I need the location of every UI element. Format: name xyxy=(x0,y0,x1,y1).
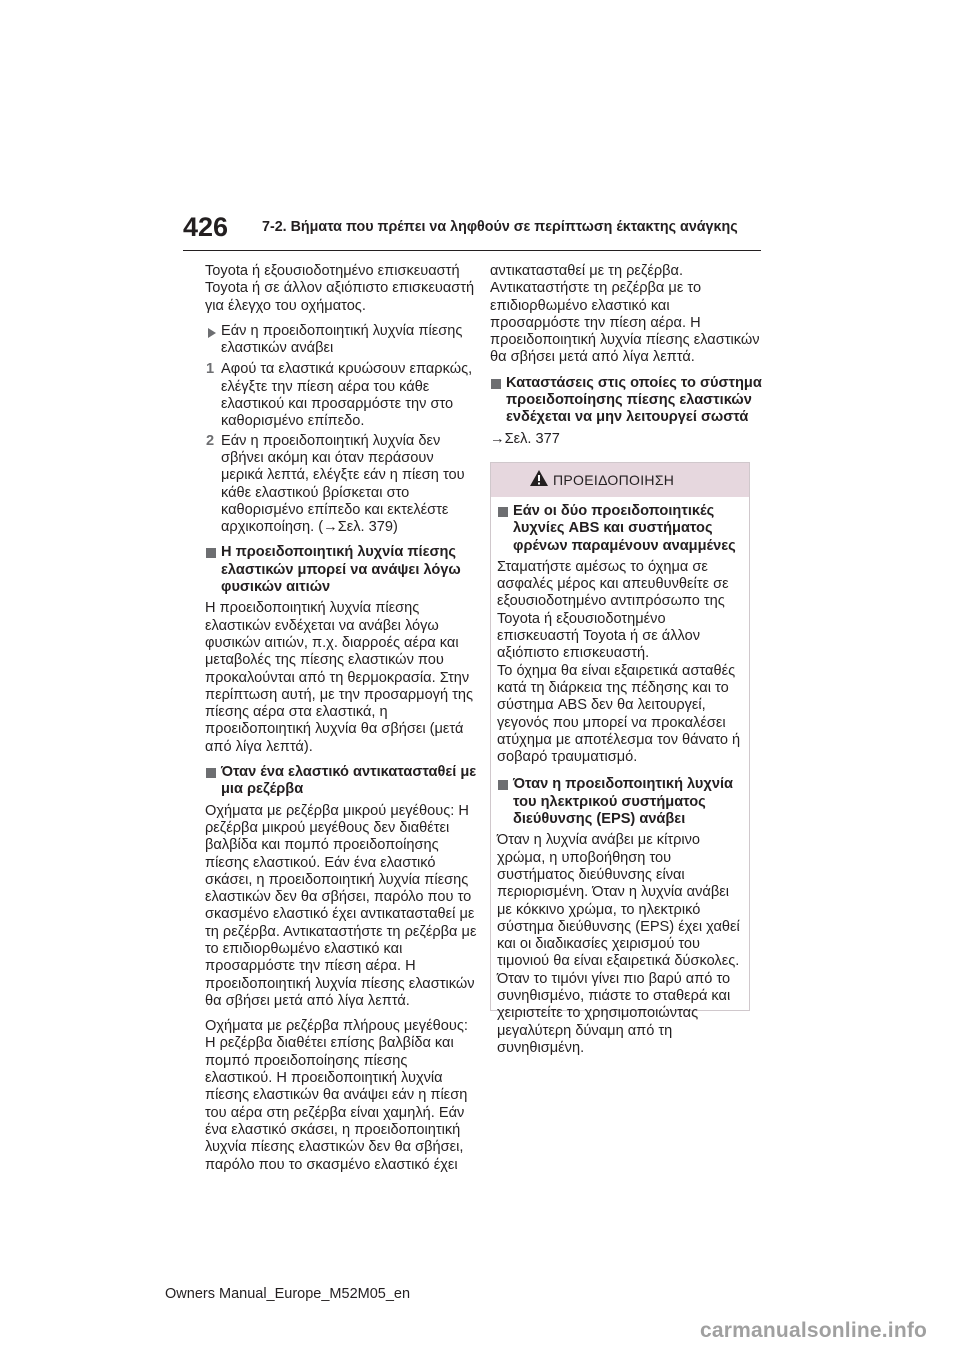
page-number: 426 xyxy=(183,212,229,242)
section-heading: Η προειδοποιητική λυχνία πίεσης ελαστικών μπορεί να ανάψει λόγω φυσικών αιτιών xyxy=(205,544,477,596)
warning-heading: Εάν οι δύο προειδοποιητικές λυχνίες ABS και συστήματος φρένων παραμένουν αναμμένες xyxy=(497,503,745,555)
square-bullet-icon xyxy=(491,379,501,389)
header-rule xyxy=(183,250,761,251)
section-title: 7-2. Βήματα που πρέπει να ληφθούν σε περίπτωση έκτακτης ανάγκης xyxy=(262,219,738,235)
step-item xyxy=(205,433,477,537)
watermark[interactable]: carmanualsonline.info xyxy=(700,1319,928,1342)
square-bullet-icon xyxy=(498,507,508,517)
warning-text: Όταν η λυχνία ανάβει με κίτρινο χρώμα, η υποβοήθηση του συστήματος διεύθυνσης είναι περιορισμένη. Όταν η λυχνία ανάβει με κόκκινο χρώμα, το ηλεκτρικό σύστημα διεύθυνσης (EPS) έχει χαθεί και οι διαδικασίες χειρισμού του τιμονιού θα είναι εξαιρετικά δύσκολες. Όταν το τιμόνι γίνει πιο βαρύ από το συνηθισμένο, πιάστε το σταθερά και χειριστείτε το χρησιμοποιώντας μεγαλύτερη δύναμη από τη συνηθισμένη. xyxy=(497,832,740,1056)
step-text: Εάν η προειδοποιητική λυχνία δεν σβήνει ακόμη και όταν περάσουν μερικά λεπτά, ελέγξτε εάν η πίεση του κάθε ελαστικού βρίσκεται στο καθορισμένο επίπεδο και εκτελέστε αρχικοποίηση. (→Σελ. 379) xyxy=(221,432,465,536)
continuation-paragraph: αντικατασταθεί με τη ρεζέρβα. Αντικαταστήστε τη ρεζέρβα με το επιδιορθωμένο ελαστικό και προσαρμόστε την πίεση αέρα. Η προειδοποιητική λυχνία πίεσης ελαστικών θα σβήσει μετά από λίγα λεπτά. xyxy=(490,263,760,366)
square-bullet-icon xyxy=(498,780,508,790)
section-heading: Όταν ένα ελαστικό αντικατασταθεί με μια ρεζέρβα xyxy=(205,764,477,799)
warning-header xyxy=(491,463,749,497)
step-number: 1 xyxy=(206,361,215,378)
warning-box xyxy=(490,462,750,1056)
warning-title: ΠΡΟΕΙΔΟΠΟΙΗΣΗ xyxy=(553,472,675,488)
right-column xyxy=(490,263,762,456)
left-column xyxy=(205,263,477,1182)
square-bullet-icon xyxy=(206,768,216,778)
section-heading: Καταστάσεις στις οποίες το σύστημα προειδοποίησης πίεσης ελαστικών ενδέχεται να μην λειτουργεί σωστά xyxy=(490,375,762,427)
section-paragraph: Οχήματα με ρεζέρβα πλήρους μεγέθους: Η ρεζέρβα διαθέτει επίσης βαλβίδα και πομπό προειδοποίησης πίεσης ελαστικού. Η προειδοποιητική λυχνία πίεσης ελαστικών θα ανάψει εάν η πίεση του αέρα στη ρεζέρβα είναι χαμηλή. Εάν ένα ελαστικό σκάσει, η προειδοποιητική λυχνία πίεσης ελαστικών δεν θα σβήσει, παρόλο που το σκασμένο ελαστικό έχει xyxy=(205,1018,468,1173)
warning-text: Σταματήστε αμέσως το όχημα σε ασφαλές μέρος και απευθυνθείτε σε εξουσιοδοτημένο αντιπρόσωπο της Toyota ή εξουσιοδοτημένο επισκευαστή Toyota ή σε άλλον αξιόπιστο επισκευαστή. Το όχημα θα είναι εξαιρετικά ασταθές κατά τη διάρκεια της πέδησης και το σύστημα ABS δεν θα λειτουργεί, γεγονός που μπορεί να προκαλέσει ατύχημα με αποτέλεσμα τον θάνατο ή σοβαρό τραυματισμό. xyxy=(497,558,741,766)
square-bullet-icon xyxy=(206,548,216,558)
condition-text: Εάν η προειδοποιητική λυχνία πίεσης ελαστικών ανάβει xyxy=(221,322,463,357)
warning-heading: Όταν η προειδοποιητική λυχνία του ηλεκτρικού συστήματος διεύθυνσης (EPS) ανάβει xyxy=(497,776,745,828)
condition-item xyxy=(205,323,477,358)
warning-triangle-icon xyxy=(529,469,549,492)
section-paragraph: Η προειδοποιητική λυχνία πίεσης ελαστικών ενδέχεται να ανάβει λόγω φυσικών αιτιών, π.χ. διαρροές αέρα και μεταβολές της πίεσης ελαστικών που προκαλούνται από τη θερμοκρασία. Στην περίπτωση αυτή, με την προσαρμογή της πίεσης αέρα στα ελαστικά, η προειδοποιητική λυχνία θα σβήσει (μετά από λίγα λεπτά). xyxy=(205,600,474,755)
intro-paragraph: Toyota ή εξουσιοδοτημένο επισκευαστή Toyota ή σε άλλον αξιόπιστο επισκευαστή για έλεγχο του οχήματος. xyxy=(205,263,475,314)
step-number: 2 xyxy=(206,432,215,449)
step-text: Αφού τα ελαστικά κρυώσουν επαρκώς, ελέγξτε την πίεση αέρα του κάθε ελαστικού και προσαρμόστε την στο καθορισμένο επίπεδο. xyxy=(221,361,473,430)
section-paragraph: Οχήματα με ρεζέρβα μικρού μεγέθους: Η ρεζέρβα μικρού μεγέθους δεν διαθέτει βαλβίδα και πομπό προειδοποίησης πίεσης ελαστικού. Εάν ένα ελαστικό σκάσει, η προειδοποιητική λυχνία πίεσης ελαστικών δεν θα σβήσει, παρόλο που το σκασμένο ελαστικό έχει αντικατασταθεί με τη ρεζέρβα. Αντικαταστήστε τη ρεζέρβα με το επιδιορθωμένο ελαστικό και προσαρμόστε την πίεση αέρα. Η προειδοποιητική λυχνία πίεσης ελαστικών θα σβήσει μετά από λίγα λεπτά. xyxy=(205,802,477,1009)
step-item xyxy=(205,361,477,430)
triangle-bullet-icon xyxy=(208,328,216,338)
footer-text: Owners Manual_Europe_M52M05_en xyxy=(165,1286,411,1302)
page-reference: →Σελ. 377 xyxy=(490,430,560,447)
warning-body xyxy=(491,497,749,1057)
